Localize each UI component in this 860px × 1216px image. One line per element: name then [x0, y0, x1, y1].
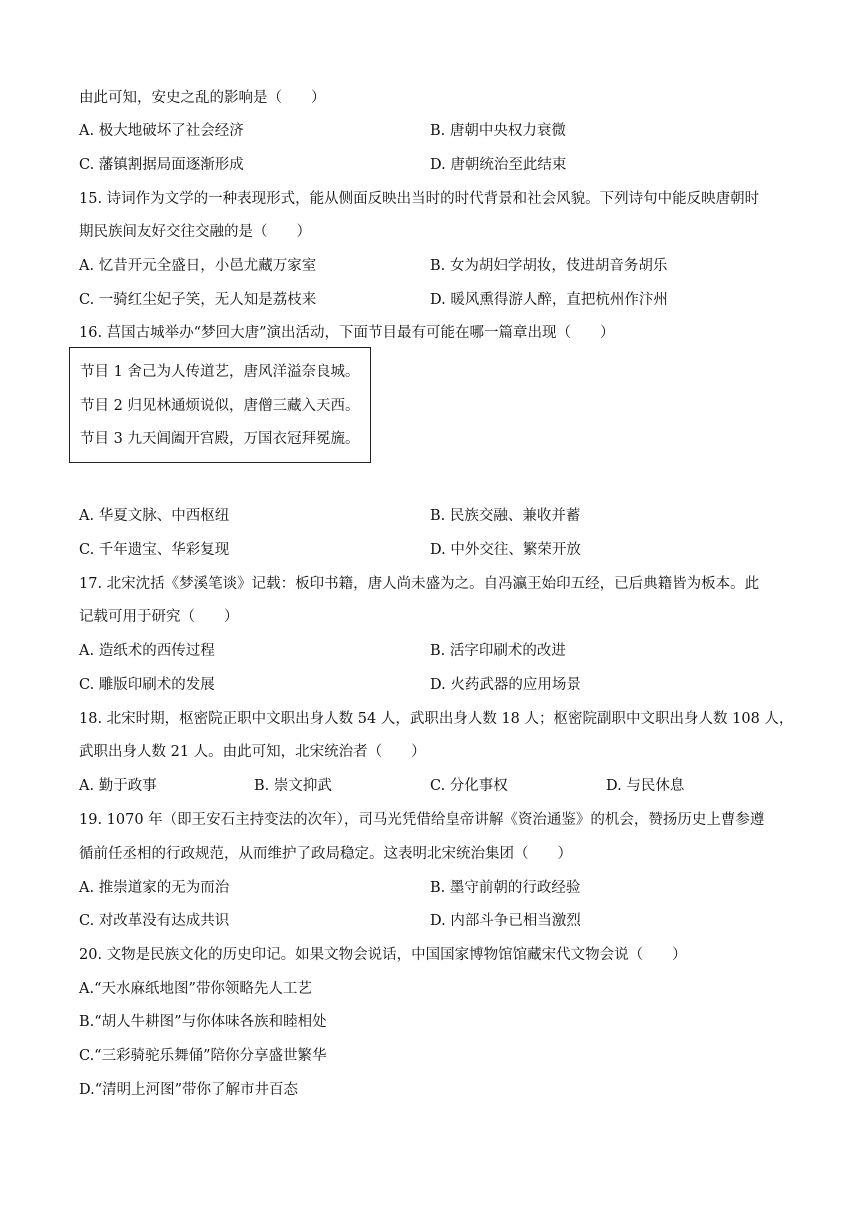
option-b: B. 唐朝中央权力衰微: [430, 123, 566, 139]
q17-option-c: C. 雕版印刷术的发展: [79, 677, 215, 693]
q16-option-c: C. 千年遗宝、华彩复现: [79, 542, 230, 558]
option-a: A. 极大地破坏了社会经济: [79, 123, 244, 139]
question-15-stem: 15. 诗词作为文学的一种表现形式，能从侧面反映出当时的时代背景和社会风貌。下列诗句中能反映唐朝时: [79, 191, 760, 207]
q18-option-a: A. 勤于政事: [79, 778, 157, 794]
q19-option-b: B. 墨守前朝的行政经验: [430, 880, 581, 896]
program-box: [69, 347, 371, 463]
q15-option-c: C. 一骑红尘妃子笑，无人知是荔枝来: [79, 292, 317, 308]
question-16-stem: 16. 莒国古城举办“梦回大唐”演出活动，下面节目最有可能在哪一篇章出现（ ）: [79, 325, 615, 341]
q18-option-c: C. 分化事权: [430, 778, 508, 794]
program-2: 节目 2 归见林通烦说似，唐僧三藏入天西。: [80, 398, 360, 414]
question-17-stem-cont: 记载可用于研究（ ）: [79, 609, 239, 625]
q20-option-a: A.“天水麻纸地图”带你领略先人工艺: [79, 981, 312, 997]
question-18-stem-cont: 武职出身人数 21 人。由此可知，北宋统治者（ ）: [79, 744, 426, 760]
q16-option-b: B. 民族交融、兼收并蓄: [430, 508, 581, 524]
q15-option-d: D. 暖风熏得游人醉，直把杭州作汴州: [430, 292, 668, 308]
q17-option-a: A. 造纸术的西传过程: [79, 643, 215, 659]
question-20-stem: 20. 文物是民族文化的历史印记。如果文物会说话，中国国家博物馆馆藏宋代文物会说（ ）: [79, 947, 687, 963]
question-stem: 由此可知，安史之乱的影响是（ ）: [79, 90, 326, 106]
question-18-stem: 18. 北宋时期，枢密院正职中文职出身人数 54 人，武职出身人数 18 人；枢密院副职中文职出身人数 108 人，: [79, 711, 794, 727]
q16-option-d: D. 中外交往、繁荣开放: [430, 542, 581, 558]
question-19-stem-cont: 循前任丞相的行政规范，从而维护了政局稳定。这表明北宋统治集团（ ）: [79, 846, 572, 862]
q17-option-d: D. 火药武器的应用场景: [430, 677, 581, 693]
q20-option-d: D.“清明上河图”带你了解市井百态: [79, 1082, 299, 1098]
option-c: C. 藩镇割据局面逐渐形成: [79, 157, 244, 173]
q19-option-a: A. 推崇道家的无为而治: [79, 880, 230, 896]
q16-option-a: A. 华夏文脉、中西枢纽: [79, 508, 230, 524]
q19-option-d: D. 内部斗争已相当激烈: [430, 913, 581, 929]
q20-option-c: C.“三彩骑驼乐舞俑”陪你分享盛世繁华: [79, 1048, 327, 1064]
option-d: D. 唐朝统治至此结束: [430, 157, 567, 173]
q15-option-b: B. 女为胡妇学胡妆，伎进胡音务胡乐: [430, 258, 668, 274]
q19-option-c: C. 对改革没有达成共识: [79, 913, 230, 929]
question-17-stem: 17. 北宋沈括《梦溪笔谈》记载：板印书籍，唐人尚未盛为之。自冯瀛王始印五经，已后典籍皆为板本。此: [79, 576, 760, 592]
program-1: 节目 1 舍己为人传道艺，唐风洋溢奈良城。: [80, 364, 360, 380]
q17-option-b: B. 活字印刷术的改进: [430, 643, 566, 659]
q20-option-b: B.“胡人牛耕图”与你体味各族和睦相处: [79, 1014, 327, 1030]
q15-option-a: A. 忆昔开元全盛日，小邑尤藏万家室: [79, 258, 317, 274]
question-19-stem: 19. 1070 年（即王安石主持变法的次年），司马光凭借给皇帝讲解《资治通鉴》的机会，赞扬历史上曹参遵: [79, 812, 765, 828]
q18-option-b: B. 崇文抑武: [254, 778, 332, 794]
program-3: 节目 3 九天阊阖开宫殿，万国衣冠拜冕旒。: [80, 431, 360, 447]
q18-option-d: D. 与民休息: [606, 778, 685, 794]
question-15-stem-cont: 期民族间友好交往交融的是（ ）: [79, 224, 311, 240]
